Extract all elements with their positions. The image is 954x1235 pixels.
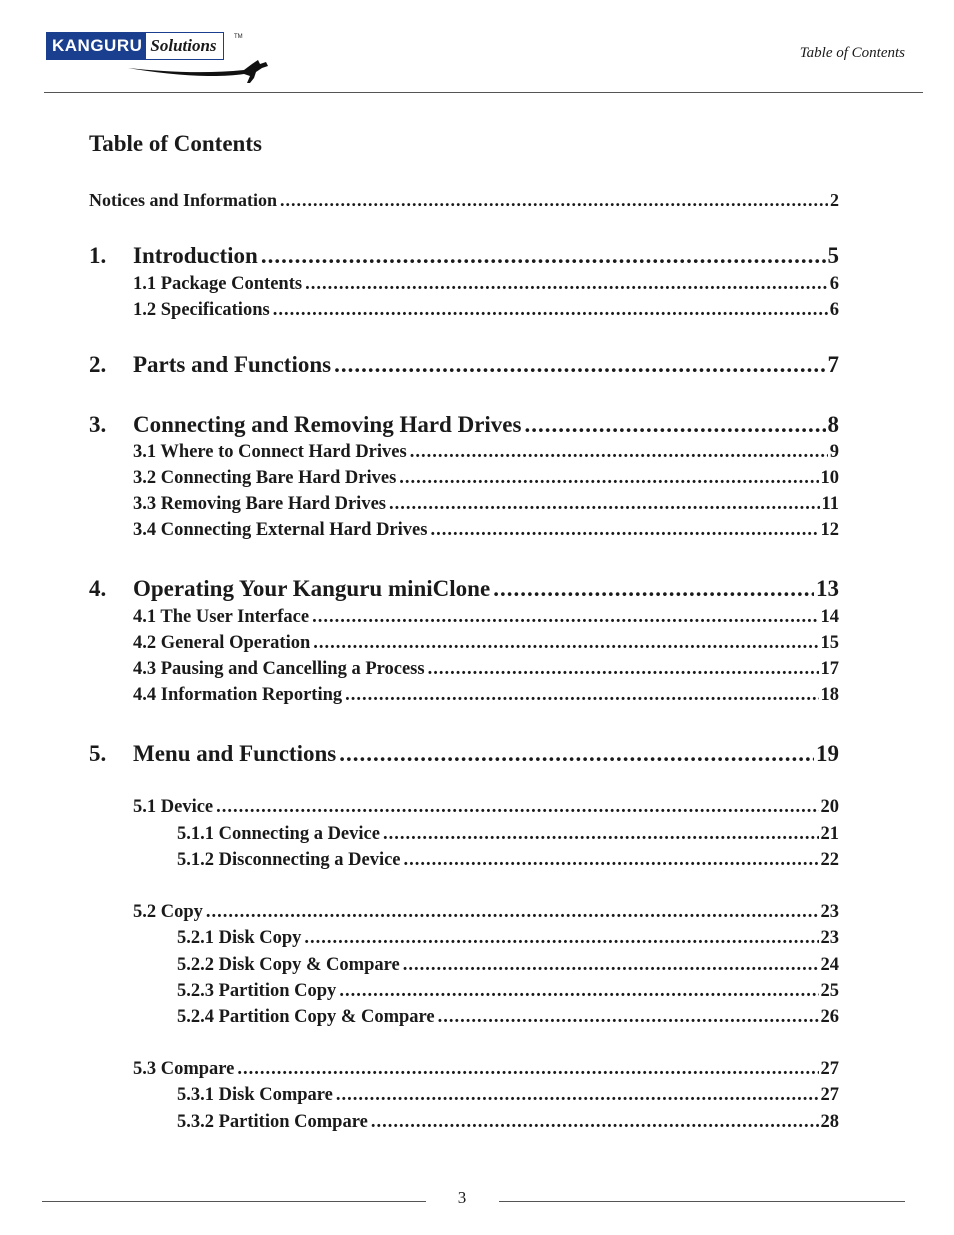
toc-entry-removing-bare[interactable] [133, 494, 839, 515]
leader-dots [312, 607, 818, 628]
toc-entry-label: 5.3.1 Disk Compare [177, 1085, 333, 1105]
leader-dots [313, 633, 818, 654]
leader-dots [428, 659, 819, 680]
toc-entry-page: 22 [820, 850, 839, 870]
leader-dots [336, 1085, 819, 1106]
toc-entry-label: 5.1 Device [133, 797, 214, 817]
toc-entry-page: 19 [816, 741, 839, 766]
toc-entry-page: 2 [830, 190, 839, 210]
logo-sub-text: Solutions [146, 33, 222, 59]
leader-dots [334, 352, 825, 378]
leader-dots [261, 243, 826, 269]
toc-entry-label: 3.4 Connecting External Hard Drives [133, 520, 428, 540]
toc-entry-label: 4.2 General Operation [133, 633, 311, 653]
toc-entry-page: 17 [820, 659, 839, 679]
toc-entry-partition-copy-compare[interactable] [177, 1007, 839, 1028]
leader-dots [389, 494, 820, 515]
leader-dots [438, 1007, 819, 1028]
leader-dots [430, 520, 818, 541]
toc-entry-page: 14 [820, 607, 839, 627]
toc-entry-partition-copy[interactable] [177, 981, 839, 1002]
leader-dots [404, 850, 819, 871]
footer-divider-left [42, 1201, 426, 1202]
toc-entry-label: Connecting and Removing Hard Drives [133, 412, 522, 437]
toc-entry-label: 5.3.2 Partition Compare [177, 1112, 368, 1132]
toc-chapter-number: 1. [89, 243, 107, 268]
toc-entry-disk-copy[interactable] [177, 928, 839, 949]
running-header-title: Table of Contents [799, 45, 905, 61]
leader-dots [493, 576, 814, 602]
toc-entry-user-interface[interactable] [133, 607, 839, 628]
toc-entry-operating[interactable] [89, 576, 839, 602]
toc-entry-package-contents[interactable] [133, 274, 839, 295]
toc-entry-label: 4.3 Pausing and Cancelling a Process [133, 659, 425, 679]
leader-dots [345, 685, 818, 706]
toc-entry-label: 5.1.1 Connecting a Device [177, 824, 380, 844]
toc-entry-page: 8 [827, 412, 839, 437]
logo-trademark: TM [234, 34, 243, 40]
toc-entry-connecting-removing[interactable] [89, 412, 839, 438]
toc-entry-parts-and-functions[interactable] [89, 352, 839, 378]
toc-entry-page: 20 [820, 797, 839, 817]
toc-entry-page: 12 [820, 520, 839, 540]
toc-entry-label: Operating Your Kanguru miniClone [133, 576, 491, 601]
toc-entry-label: 1.2 Specifications [133, 300, 270, 320]
toc-entry-copy[interactable] [133, 902, 839, 923]
toc-entry-page: 18 [820, 685, 839, 705]
toc-entry-page: 5 [827, 243, 839, 268]
toc-entry-label: 3.2 Connecting Bare Hard Drives [133, 468, 397, 488]
toc-entry-page: 10 [820, 468, 839, 488]
toc-entry-page: 28 [820, 1112, 839, 1132]
leader-dots [403, 955, 819, 976]
toc-entry-label: 5.2.3 Partition Copy [177, 981, 337, 1001]
toc-entry-label: 5.3 Compare [133, 1059, 235, 1079]
toc-entry-connecting-bare[interactable] [133, 468, 839, 489]
toc-entry-device[interactable] [133, 797, 839, 818]
leader-dots [305, 274, 828, 295]
toc-entry-label: Menu and Functions [133, 741, 337, 766]
toc-entry-label: 5.2 Copy [133, 902, 203, 922]
kanguru-logo [46, 32, 242, 84]
toc-entry-label: 4.4 Information Reporting [133, 685, 343, 705]
toc-chapter-number: 5. [89, 741, 107, 766]
toc-entry-disk-compare[interactable] [177, 1085, 839, 1106]
toc-entry-page: 15 [820, 633, 839, 653]
kangaroo-icon [126, 56, 276, 84]
leader-dots [339, 981, 818, 1002]
leader-dots [339, 741, 814, 767]
toc-entry-general-operation[interactable] [133, 633, 839, 654]
toc-entry-page: 24 [820, 955, 839, 975]
footer-divider-right [499, 1201, 905, 1202]
toc-entry-label: 5.2.2 Disk Copy & Compare [177, 955, 400, 975]
leader-dots [273, 300, 828, 321]
toc-entry-label: 3.1 Where to Connect Hard Drives [133, 442, 407, 462]
toc-entry-page: 6 [829, 274, 839, 294]
leader-dots [383, 824, 819, 845]
toc-entry-page: 13 [816, 576, 839, 601]
toc-entry-connecting-external[interactable] [133, 520, 839, 541]
toc-entry-label: 1.1 Package Contents [133, 274, 303, 294]
page-number: 3 [457, 1188, 467, 1207]
toc-entry-label: 4.1 The User Interface [133, 607, 310, 627]
toc-entry-page: 6 [829, 300, 839, 320]
toc-entry-label: 5.2.1 Disk Copy [177, 928, 302, 948]
toc-entry-notices[interactable] [89, 190, 839, 211]
toc-entry-page: 11 [821, 494, 839, 514]
toc-entry-introduction[interactable] [89, 243, 839, 269]
toc-entry-compare[interactable] [133, 1059, 839, 1080]
toc-entry-page: 23 [820, 928, 839, 948]
toc-entry-partition-compare[interactable] [177, 1112, 839, 1133]
toc-chapter-number: 3. [89, 412, 107, 437]
leader-dots [280, 190, 828, 211]
toc-entry-page: 27 [820, 1059, 839, 1079]
toc-entry-page: 27 [820, 1085, 839, 1105]
toc-entry-specifications[interactable] [133, 300, 839, 321]
leader-dots [304, 928, 818, 949]
toc-entry-page: 26 [820, 1007, 839, 1027]
toc-entry-connecting-device[interactable] [177, 824, 839, 845]
toc-entry-label: 5.2.4 Partition Copy & Compare [177, 1007, 435, 1027]
toc-entry-information-reporting[interactable] [133, 685, 839, 706]
toc-entry-page: 9 [829, 442, 839, 462]
toc-entry-disk-copy-compare[interactable] [177, 955, 839, 976]
toc-entry-menu-and-functions[interactable] [89, 741, 839, 767]
logo-main-text: KANGURU [47, 33, 146, 59]
leader-dots [399, 468, 818, 489]
toc-chapter-number: 2. [89, 352, 107, 377]
toc-entry-page: 7 [827, 352, 839, 377]
leader-dots [216, 797, 818, 818]
toc-entry-label: 5.1.2 Disconnecting a Device [177, 850, 401, 870]
toc-entry-page: 23 [820, 902, 839, 922]
toc-chapter-number: 4. [89, 576, 107, 601]
toc-entry-pausing-cancelling[interactable] [133, 659, 839, 680]
toc-entry-label: Notices and Information [89, 190, 277, 210]
leader-dots [371, 1112, 819, 1133]
toc-entry-page: 21 [820, 824, 839, 844]
toc-entry-where-to-connect[interactable] [133, 442, 839, 463]
leader-dots [410, 442, 828, 463]
toc-title: Table of Contents [89, 131, 262, 156]
leader-dots [206, 902, 819, 923]
header-divider [44, 92, 923, 93]
toc-entry-label: Introduction [133, 243, 258, 268]
toc-entry-page: 25 [820, 981, 839, 1001]
toc-entry-disconnecting-device[interactable] [177, 850, 839, 871]
toc-entry-label: Parts and Functions [133, 352, 332, 377]
leader-dots [524, 412, 825, 438]
toc-entry-label: 3.3 Removing Bare Hard Drives [133, 494, 386, 514]
leader-dots [237, 1059, 818, 1080]
